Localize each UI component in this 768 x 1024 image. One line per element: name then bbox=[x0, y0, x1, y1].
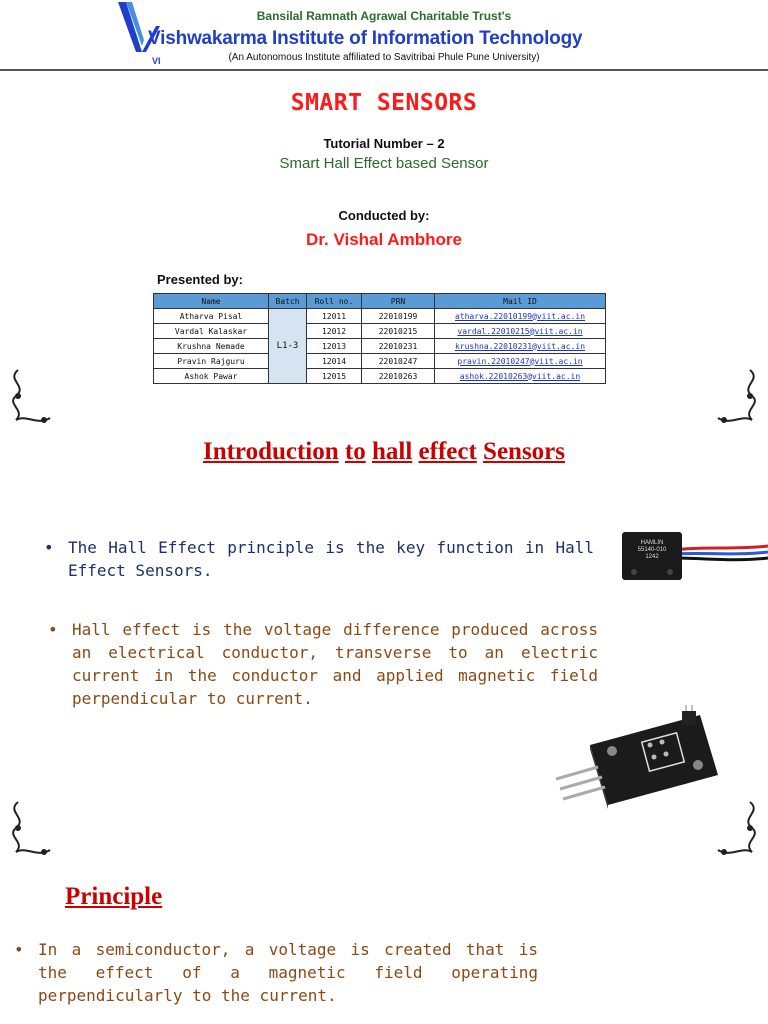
page-title: SMART SENSORS bbox=[290, 90, 478, 116]
presented-by-label: Presented by: bbox=[157, 272, 243, 287]
bullet-hall-principle bbox=[44, 536, 594, 582]
trust-name: Bansilal Ramnath Agrawal Charitable Trust's bbox=[256, 9, 512, 23]
ornament-left-bottom-icon bbox=[4, 800, 64, 860]
cell-name: Vardal Kalaskar bbox=[154, 324, 269, 339]
cell-batch: L1-3 bbox=[269, 309, 307, 384]
cell-name: Atharva Pisal bbox=[154, 309, 269, 324]
intro-word: to bbox=[344, 438, 366, 465]
intro-word: effect bbox=[418, 438, 477, 465]
table-row bbox=[154, 309, 606, 324]
institute-affiliation: (An Autonomous Institute affiliated to Savitribai Phule Pune University) bbox=[228, 52, 540, 63]
table-row bbox=[154, 369, 606, 384]
bullet-principle bbox=[14, 938, 538, 1007]
table-row bbox=[154, 324, 606, 339]
cell-roll: 12012 bbox=[307, 324, 362, 339]
intro-word: Sensors bbox=[483, 438, 566, 465]
logo-text: VI bbox=[152, 56, 161, 66]
cell-mail-link[interactable]: ashok.22010263@viit.ac.in bbox=[435, 369, 606, 384]
cell-name: Ashok Pawar bbox=[154, 369, 269, 384]
bullet-text: In a semiconductor, a voltage is created that is the effect of a magnetic field operating perpendicularly to the current. bbox=[38, 940, 538, 1005]
ornament-left-top-icon bbox=[4, 368, 64, 428]
col-prn: PRN bbox=[362, 294, 435, 309]
conducted-by-label: Conducted by: bbox=[338, 208, 430, 223]
hall-sensor-image bbox=[614, 520, 768, 590]
col-batch: Batch bbox=[269, 294, 307, 309]
cell-prn: 22010231 bbox=[362, 339, 435, 354]
bullet-dot-icon: • bbox=[48, 620, 58, 639]
cell-prn: 22010199 bbox=[362, 309, 435, 324]
bullet-dot-icon: • bbox=[14, 940, 24, 959]
col-name: Name bbox=[154, 294, 269, 309]
cell-mail-link[interactable]: atharva.22010199@viit.ac.in bbox=[435, 309, 606, 324]
cell-roll: 12011 bbox=[307, 309, 362, 324]
hall-sensor-module-image bbox=[550, 705, 718, 825]
cell-mail-link[interactable]: vardal.22010215@viit.ac.in bbox=[435, 324, 606, 339]
cell-prn: 22010215 bbox=[362, 324, 435, 339]
team-table bbox=[153, 293, 606, 384]
bullet-hall-definition bbox=[48, 618, 598, 710]
intro-heading bbox=[0, 438, 768, 466]
cell-roll: 12014 bbox=[307, 354, 362, 369]
sensor-label-line: HAMLIN bbox=[640, 540, 664, 546]
cell-name: Pravin Rajguru bbox=[154, 354, 269, 369]
cell-prn: 22010263 bbox=[362, 369, 435, 384]
table-row bbox=[154, 354, 606, 369]
cell-prn: 22010247 bbox=[362, 354, 435, 369]
header-divider bbox=[0, 69, 768, 71]
conductor-name: Dr. Vishal Ambhore bbox=[306, 230, 462, 249]
table-row bbox=[154, 339, 606, 354]
sensor-label-line: 1242 bbox=[645, 554, 659, 560]
cell-roll: 12015 bbox=[307, 369, 362, 384]
cell-mail-link[interactable]: pravin.22010247@viit.ac.in bbox=[435, 354, 606, 369]
cell-roll: 12013 bbox=[307, 339, 362, 354]
institute-name: Vishwakarma Institute of Information Technology bbox=[148, 28, 583, 49]
tutorial-number: Tutorial Number – 2 bbox=[323, 136, 445, 151]
col-mail: Mail ID bbox=[435, 294, 606, 309]
col-roll: Roll no. bbox=[307, 294, 362, 309]
bullet-text: The Hall Effect principle is the key function in Hall Effect Sensors. bbox=[68, 538, 594, 580]
bullet-text: Hall effect is the voltage difference produced across an electrical conductor, transverse to an electric current in the conductor and applied magnetic field perpendicular to current. bbox=[72, 620, 598, 708]
cell-mail-link[interactable]: krushna.22010231@viit.ac.in bbox=[435, 339, 606, 354]
ornament-right-top-icon bbox=[704, 368, 764, 428]
intro-word: Introduction bbox=[202, 438, 339, 465]
cell-name: Krushna Nemade bbox=[154, 339, 269, 354]
principle-heading: Principle bbox=[65, 883, 163, 910]
intro-word: hall bbox=[371, 438, 413, 465]
bullet-dot-icon: • bbox=[44, 538, 54, 557]
tutorial-title: Smart Hall Effect based Sensor bbox=[279, 155, 489, 172]
sensor-label-line: 55140-010 bbox=[637, 547, 667, 553]
table-header-row bbox=[154, 294, 606, 309]
